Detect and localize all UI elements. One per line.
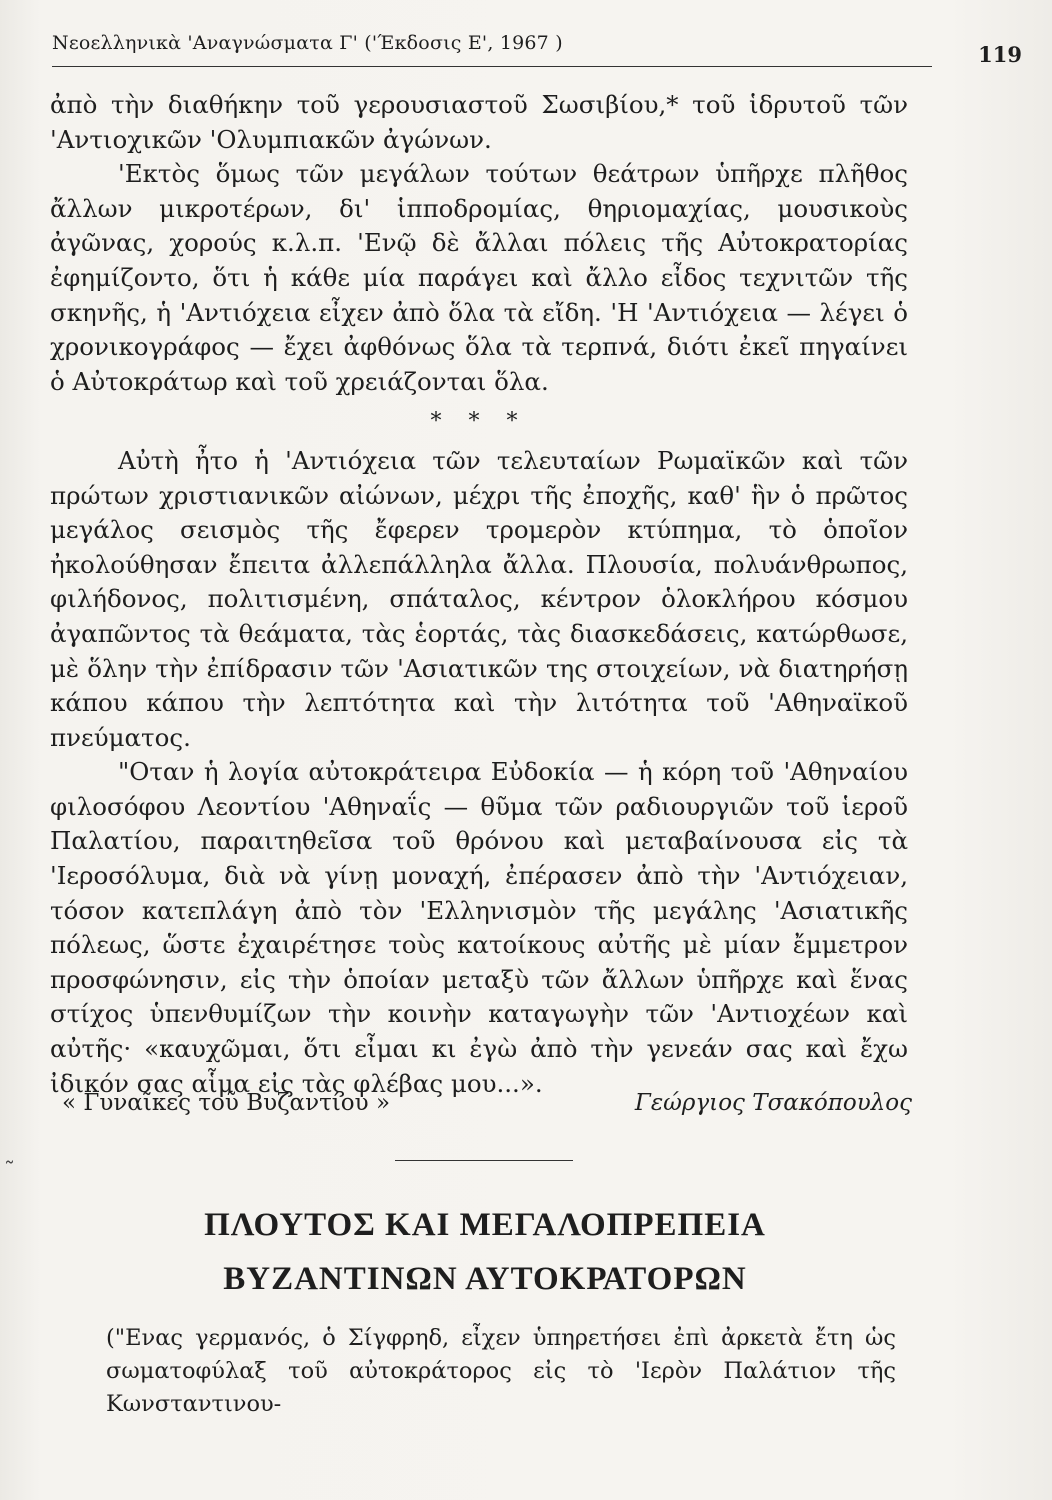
section-title-line-2: ΒΥΖΑΝΤΙΝΩΝ ΑΥΤΟΚΡΑΤΟΡΩΝ: [223, 1261, 747, 1297]
section-heading: [50, 1198, 920, 1306]
running-header: [52, 28, 932, 67]
source-book-title: « Γυναῖκες τοῦ Βυζαντίου »: [62, 1090, 391, 1116]
page-number: 119: [978, 42, 1022, 67]
paragraph: Αὐτὴ ἦτο ἡ 'Αντιόχεια τῶν τελευταίων Ρωμαϊκῶν καὶ τῶν πρώτων χριστιανικῶν αἰώνων, μέχρι τῆς ἐποχῆς, καθ' ἣν ὁ πρῶτος μεγάλος σεισμὸς τῆς ἔφερεν τρομερὸν κτύπημα, τὸ ὁποῖον ἠκολούθησαν ἔπειτα ἀλλεπάλληλα ἄλλα. Πλουσία, πολυάνθρωπος, φιλήδονος, πολιτισμένη, σπάταλος, κέντρον ὁλοκλήρου κόσμου ἀγαπῶντος τὰ θεάματα, τὰς ἑορτάς, τὰς διασκεδάσεις, κατώρθωσε, μὲ ὅλην τὴν ἐπίδρασιν τῶν 'Ασιατικῶν της στοιχείων, νὰ διατηρήσῃ κάπου κάπου τὴν λεπτότητα καὶ τὴν λιτότητα τοῦ 'Αθηναϊκοῦ πνεύματος.: [50, 445, 908, 752]
margin-mark: ˷: [4, 1140, 15, 1165]
running-title: Νεοελληνικὰ 'Αναγνώσματα Γ' ('Έκδοσις Ε', 1967 ): [52, 32, 563, 54]
divider-rule: [395, 1160, 573, 1161]
paragraph: 'Εκτὸς ὅμως τῶν μεγάλων τούτων θεάτρων ὑπῆρχε πλῆθος ἄλλων μικροτέρων, δι' ἱπποδρομίας, θηριομαχίας, μουσικοὺς ἀγῶνας, χορούς κ.λ.π. 'Ενῷ δὲ ἄλλαι πόλεις τῆς Αὐτοκρατορίας ἐφημίζοντο, ὅτι ἡ κάθε μία παράγει καὶ ἄλλο εἶδος τεχνιτῶν τῆς σκηνῆς, ἡ 'Αντιόχεια εἶχεν ἀπὸ ὅλα τὰ εἴδη. 'Η 'Αντιόχεια — λέγει ὁ χρονικογράφος — ἔχει ἀφθόνως ὅλα τὰ τερπνά, διότι ἐκεῖ πηγαίνει ὁ Αὐτοκράτωρ καὶ τοῦ χρειάζονται ὅλα.: [50, 159, 908, 396]
section-intro: ("Ενας γερμανός, ὁ Σίγφρηδ, εἶχεν ὑπηρετήσει ἐπὶ ἀρκετὰ ἔτη ὡς σωματοφύλαξ τοῦ αὐτοκράτορος εἰς τὸ 'Ιερὸν Παλάτιον τῆς Κωνσταντινου-: [106, 1325, 896, 1417]
body-text: [50, 88, 908, 1101]
source-author: Γεώργιος Τσακόπουλος: [634, 1090, 912, 1116]
paragraph: "Οταν ἡ λογία αὐτοκράτειρα Εὐδοκία — ἡ κόρη τοῦ 'Αθηναίου φιλοσόφου Λεοντίου 'Αθηναΐς — θῦμα τῶν ραδιουργιῶν τοῦ ἱεροῦ Παλατίου, παραιτηθεῖσα τοῦ θρόνου καὶ μεταβαίνουσα εἰς τὰ 'Ιεροσόλυμα, διὰ νὰ γίνῃ μοναχή, ἐπέρασεν ἀπὸ τὴν 'Αντιόχειαν, τόσον κατεπλάγη ἀπὸ τὸν 'Ελληνισμὸν τῆς μεγάλης 'Ασιατικῆς πόλεως, ὥστε ἐχαιρέτησε τοὺς κατοίκους αὐτῆς μὲ μίαν ἔμμετρον προσφώνησιν, εἰς τὴν ὁποίαν μεταξὺ τῶν ἄλλων ὑπῆρχε καὶ ἕνας στίχος ὑπενθυμίζων τὴν κοινὴν καταγωγὴν τῶν 'Αντιοχέων καὶ αὐτῆς· «καυχῶμαι, ὅτι εἶμαι κι ἐγὼ ἀπὸ τὴν γενεάν σας καὶ ἔχω ἰδικόν σας αἷμα εἰς τὰς φλέβας μου...».: [50, 757, 908, 1098]
section-separator: * * *: [430, 409, 528, 435]
section-title-line-1: ΠΛΟΥΤΟΣ ΚΑΙ ΜΕΓΑΛΟΠΡΕΠΕΙΑ: [204, 1207, 766, 1243]
paragraph-continued: ἀπὸ τὴν διαθήκην τοῦ γερουσιαστοῦ Σωσιβίου,* τοῦ ἱδρυτοῦ τῶν 'Αντιοχικῶν 'Ολυμπιακῶν ἀγώνων.: [50, 90, 908, 154]
